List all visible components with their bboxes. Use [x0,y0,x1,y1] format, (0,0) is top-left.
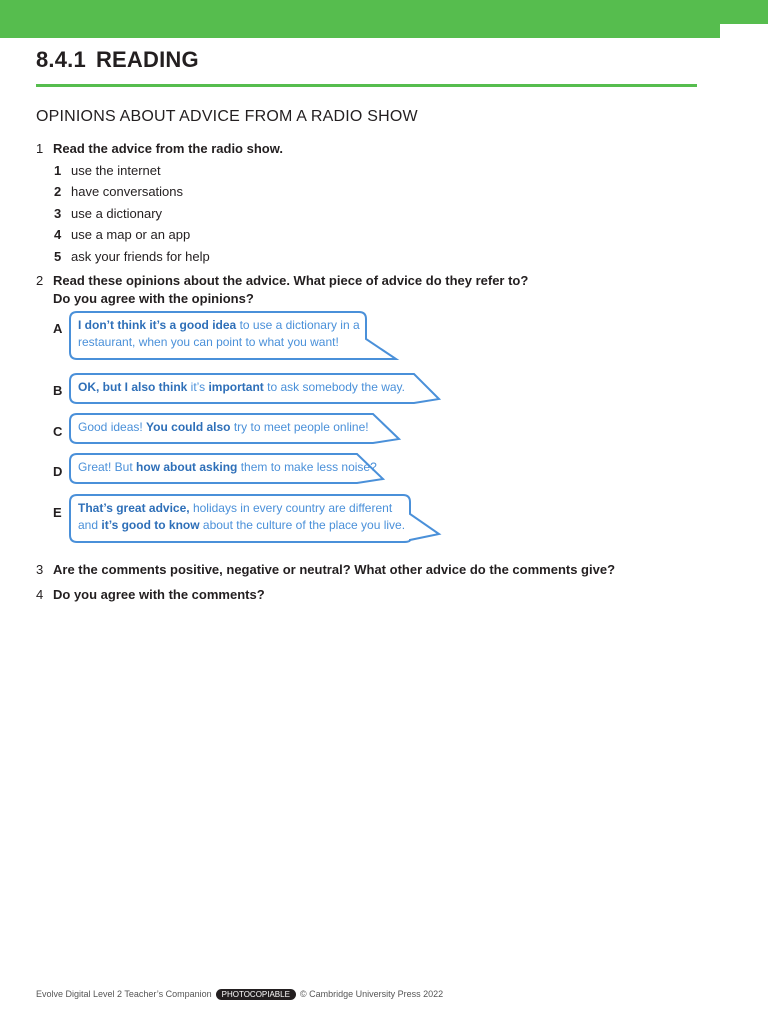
bubble-emphasis: I don’t think it’s a good idea [78,318,237,332]
advice-number: 2 [54,184,62,199]
bubble-plain: it’s [187,380,209,394]
advice-text: use the internet [71,163,161,178]
question-number: 1 [36,141,44,156]
advice-item [54,163,161,178]
bubble-emphasis: how about asking [136,460,238,474]
question-2 [36,273,529,306]
question-text-line2: Do you agree with the opinions? [53,291,254,306]
bubble-emphasis: it’s good to know [101,518,200,532]
bubble-text [78,379,405,396]
advice-number: 4 [54,227,62,242]
question-text: Read these opinions about the advice. What piece of advice do they refer to? [53,273,529,288]
question-number: 3 [36,562,44,577]
bubble-letter: E [53,505,62,520]
advice-item [54,227,190,242]
advice-number: 5 [54,249,62,264]
photocopiable-badge: PHOTOCOPIABLE [216,989,296,1000]
header-tab [720,24,768,38]
advice-item [54,249,210,264]
bubble-plain: restaurant, when you can point to what you want! [78,335,339,349]
advice-text: use a map or an app [71,227,191,242]
title-divider [36,84,697,87]
question-text: Are the comments positive, negative or neutral? What other advice do the comments give? [53,562,616,577]
question-number: 2 [36,273,44,288]
bubble-letter: B [53,383,63,398]
advice-number: 1 [54,163,62,178]
bubble-plain: to use a dictionary in a [236,318,360,332]
header-bar [0,0,768,38]
question-number: 4 [36,587,44,602]
bubble-emphasis: important [208,380,264,394]
question-3 [36,562,615,577]
bubble-text [78,419,369,436]
bubble-plain: about the culture of the place you live. [199,518,406,532]
question-text: Read the advice from the radio show. [53,141,283,156]
bubble-text [78,459,377,476]
bubble-plain: Great! But [78,460,137,474]
advice-text: use a dictionary [71,206,163,221]
section-name: READING [95,47,199,72]
bubble-letter: A [53,321,63,336]
footer-copyright: © Cambridge University Press 2022 [299,989,444,999]
bubble-emphasis: You could also [146,420,231,434]
bubble-plain: to ask somebody the way. [263,380,405,394]
bubble-emphasis: OK, but I also think [78,380,188,394]
advice-item [54,184,183,199]
question-text: Do you agree with the comments? [53,587,265,602]
advice-number: 3 [54,206,62,221]
question-1 [36,141,283,156]
bubble-emphasis: That’s great advice, [78,501,190,515]
footer-title: Evolve Digital Level 2 Teacher’s Companion [36,989,212,999]
bubble-plain: and [78,518,102,532]
bubble-text [78,500,405,534]
bubble-text [78,317,360,351]
advice-text: have conversations [71,184,184,199]
advice-text: ask your friends for help [71,249,210,264]
page-footer [36,989,443,1000]
advice-item [54,206,162,221]
bubble-letter: D [53,464,63,479]
bubble-plain: holidays in every country are different [189,501,393,515]
page-subtitle: OPINIONS ABOUT ADVICE FROM A RADIO SHOW [36,108,418,125]
bubble-plain: try to meet people online! [230,420,369,434]
section-number: 8.4.1 [36,47,86,72]
question-4 [36,587,265,602]
bubble-plain: Good ideas! [78,420,147,434]
bubble-plain: them to make less noise? [237,460,377,474]
section-title [36,47,199,73]
bubble-letter: C [53,424,63,439]
